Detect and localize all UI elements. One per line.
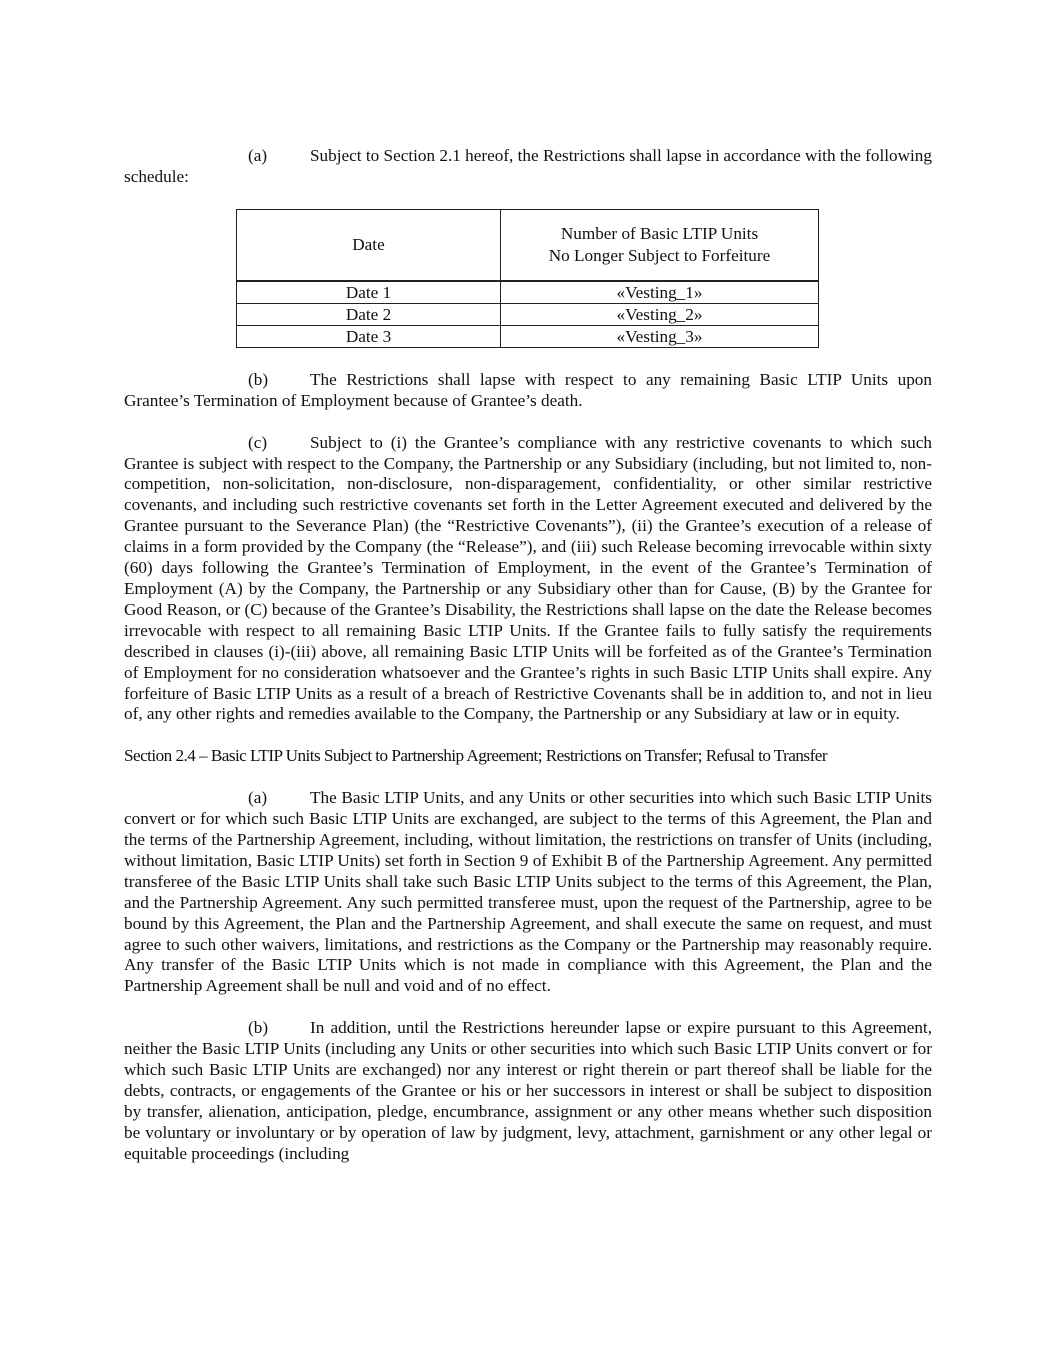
table-row <box>237 303 819 325</box>
paragraph-b-transfer-restrictions <box>124 1018 932 1164</box>
vesting-schedule-table <box>236 209 819 348</box>
document-page <box>124 146 932 1165</box>
paragraph-label: (b) <box>248 1018 269 1038</box>
paragraph-text: In addition, until the Restrictions hereunder lapse or expire pursuant to this Agreement, neither the Basic LTIP Units (including any Units or other securities into which such Basic LTIP Units convert or for which such Basic LTIP Units are exchanged) nor any interest or right therein or part thereof shall be liable for the debts, contracts, or engagements of the Grantee or his or her successors in interest or shall be subject to disposition by transfer, alienation, anticipation, pledge, encumbrance, assignment or any other means whether such disposition be voluntary or involuntary or by operation of law by judgment, levy, attachment, garnishment or any other legal or equitable proceedings (including <box>124 1018 932 1163</box>
paragraph-a-partnership-agreement <box>124 788 932 997</box>
paragraph-b-death <box>124 370 932 412</box>
cell-units: «Vesting_3» <box>501 325 819 347</box>
paragraph-label: (c) <box>248 432 268 452</box>
cell-units: «Vesting_2» <box>501 303 819 325</box>
section-heading: Section 2.4 – Basic LTIP Units Subject to Partnership Agreement; Restrictions on Transfer; Refusal to Transfer <box>124 746 827 766</box>
column-header-units-line1: Number of Basic LTIP Units <box>560 223 759 243</box>
table-row <box>237 325 819 347</box>
cell-date: Date 1 <box>237 281 501 304</box>
paragraph-c-termination <box>124 433 932 726</box>
paragraph-text: The Basic LTIP Units, and any Units or other securities into which such Basic LTIP Units convert or for which such Basic LTIP Units are exchanged, are subject to the terms of this Agreement, the Plan and the terms of the Partnership Agreement, including, without limitation, the restrictions on transfer of Units (including, without limitation, Basic LTIP Units) set forth in Section 9 of Exhibit B of the Partnership Agreement. Any permitted transferee of the Basic LTIP Units shall take such Basic LTIP Units subject to the terms of this Agreement, the Plan, and the Partnership Agreement. Any such permitted transferee must, upon the request of the Partnership, agree to be bound by this Agreement, the Plan and the Partnership Agreement, and shall execute the same on request, and must agree to such other waivers, limitations, and restrictions as the Company or the Partnership may reasonably require. Any transfer of the Basic LTIP Units which is not made in compliance with this Agreement, the Plan and the Partnership Agreement shall be null and void and of no effect. <box>124 788 932 996</box>
paragraph-label: (a) <box>248 788 268 808</box>
paragraph-label: (b) <box>248 369 269 389</box>
column-header-date: Date <box>237 209 501 281</box>
table-header-row <box>237 209 819 281</box>
paragraph-text: The Restrictions shall lapse with respect to any remaining Basic LTIP Units upon Grantee’s Termination of Employment because of Grantee’s death. <box>124 369 932 410</box>
cell-date: Date 2 <box>237 303 501 325</box>
paragraph-a-schedule <box>124 146 932 188</box>
column-header-units-line2: No Longer Subject to Forfeiture <box>548 245 771 265</box>
cell-units: «Vesting_1» <box>501 281 819 304</box>
table-row <box>237 281 819 304</box>
paragraph-text: Subject to Section 2.1 hereof, the Restrictions shall lapse in accordance with the following schedule: <box>124 146 932 186</box>
cell-date: Date 3 <box>237 325 501 347</box>
paragraph-text: Subject to (i) the Grantee’s compliance with any restrictive covenants to which such Grantee is subject with respect to the Company, the Partnership or any Subsidiary (including, but not limited to, non-competition, non-solicitation, non-disclosure, non-disparagement, confidentiality, or other similar restrictive covenants, and including such restrictive covenants set forth in the Letter Agreement executed and delivered by the Grantee pursuant to the Severance Plan) (the “Restrictive Covenants”), (ii) the Grantee’s execution of a release of claims in a form provided by the Company (the “Release”), and (iii) such Release becoming irrevocable within sixty (60) days following the Grantee’s Termination of Employment, in the event of the Grantee’s Termination of Employment (A) by the Company, the Partnership or any Subsidiary other than for Cause, (B) by the Grantee for Good Reason, or (C) because of the Grantee’s Disability, the Restrictions shall lapse on the date the Release becomes irrevocable with respect to all remaining Basic LTIP Units. If the Grantee fails to fully satisfy the requirements described in clauses (i)-(iii) above, all remaining Basic LTIP Units will be forfeited as of the Grantee’s Termination of Employment for no consideration whatsoever and the Grantee’s rights in such Basic LTIP Units shall expire. Any forfeiture of Basic LTIP Units as a result of a breach of Restrictive Covenants shall be in addition to, and not in lieu of, any other rights and remedies available to the Company, the Partnership or any Subsidiary at law or in equity. <box>124 432 932 724</box>
paragraph-label: (a) <box>248 146 268 165</box>
column-header-units <box>501 209 819 281</box>
